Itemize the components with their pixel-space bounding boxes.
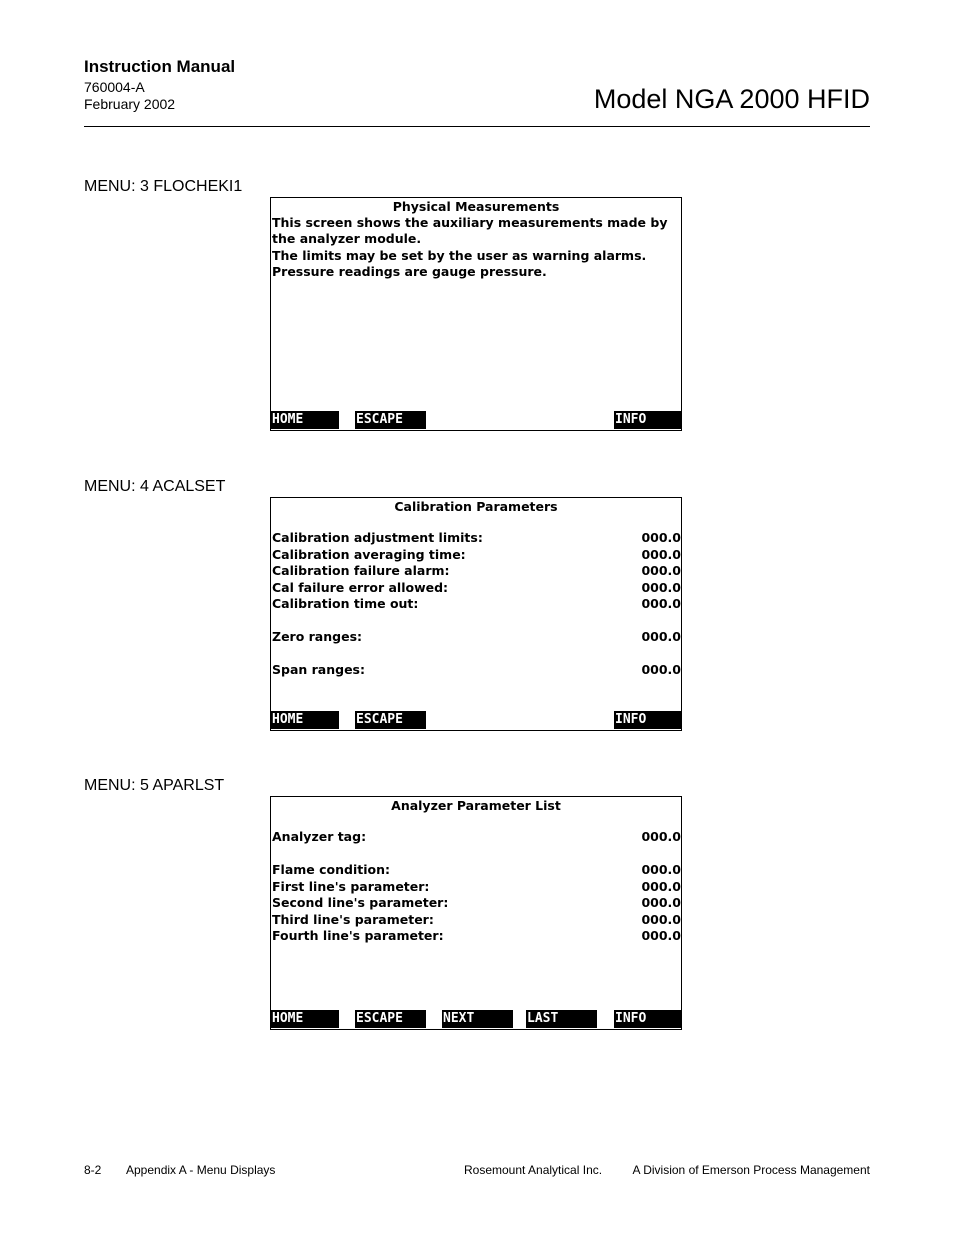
menu-label-acalset: MENU: 4 ACALSET [84, 478, 226, 495]
param-value: 000.0 [641, 928, 681, 943]
param-label: Calibration time out: [272, 596, 419, 611]
footer-page-number: 8-2 [84, 1163, 102, 1177]
param-value: 000.0 [641, 862, 681, 877]
param-row[interactable] [272, 912, 681, 928]
softkey-last[interactable]: LAST [526, 1010, 597, 1028]
model-title: Model NGA 2000 HFID [593, 84, 870, 114]
footer-company: Rosemount Analytical Inc. [464, 1163, 603, 1177]
softkey-home[interactable]: HOME [271, 1010, 339, 1028]
screen-physical-measurements [270, 197, 682, 431]
screen-title: Calibration Parameters [394, 499, 558, 514]
param-value: 000.0 [641, 563, 681, 578]
softkey-info[interactable]: INFO [614, 1010, 682, 1028]
footer-division: A Division of Emerson Process Management [632, 1163, 870, 1177]
softkey-home[interactable]: HOME [271, 711, 339, 729]
screen-text-line: This screen shows the auxiliary measurements made by [272, 215, 668, 230]
param-label: Zero ranges: [272, 629, 363, 644]
screen-text-line: Pressure readings are gauge pressure. [272, 264, 547, 279]
softkey-escape[interactable]: ESCAPE [355, 1010, 426, 1028]
param-row[interactable] [272, 928, 681, 944]
param-row[interactable] [272, 895, 681, 911]
screen-text-line: the analyzer module. [272, 231, 422, 246]
screen-title: Physical Measurements [392, 199, 560, 214]
header-rule [84, 126, 870, 127]
param-row[interactable] [272, 563, 681, 579]
param-value: 000.0 [641, 547, 681, 562]
param-value: 000.0 [641, 879, 681, 894]
menu-label-aparlst: MENU: 5 APARLST [84, 777, 225, 794]
param-row[interactable] [272, 580, 681, 596]
param-row[interactable] [272, 629, 681, 645]
softkey-next[interactable]: NEXT [442, 1010, 513, 1028]
param-row[interactable] [272, 662, 681, 678]
param-label: Calibration failure alarm: [272, 563, 450, 578]
screen-text-line: The limits may be set by the user as warning alarms. [272, 248, 647, 263]
param-label: Calibration adjustment limits: [272, 530, 483, 545]
screen-title: Analyzer Parameter List [391, 798, 561, 813]
param-label: Fourth line's parameter: [272, 928, 444, 943]
param-row[interactable] [272, 547, 681, 563]
footer-section: Appendix A - Menu Displays [126, 1163, 276, 1177]
param-value: 000.0 [641, 580, 681, 595]
param-value: 000.0 [641, 629, 681, 644]
softkey-info[interactable]: INFO [614, 411, 682, 429]
softkey-info[interactable]: INFO [614, 711, 682, 729]
param-value: 000.0 [641, 912, 681, 927]
softkey-home[interactable]: HOME [271, 411, 339, 429]
param-label: Second line's parameter: [272, 895, 449, 910]
param-value: 000.0 [641, 662, 681, 677]
param-row[interactable] [272, 862, 681, 878]
param-row[interactable] [272, 879, 681, 895]
param-row[interactable] [272, 829, 681, 845]
param-label: Third line's parameter: [272, 912, 434, 927]
doc-number: 760004-A [84, 79, 145, 95]
param-label: Analyzer tag: [272, 829, 367, 844]
param-row[interactable] [272, 530, 681, 546]
param-label: Flame condition: [272, 862, 390, 877]
param-value: 000.0 [641, 596, 681, 611]
param-label: Span ranges: [272, 662, 365, 677]
param-label: Calibration averaging time: [272, 547, 466, 562]
manual-title: Instruction Manual [84, 57, 236, 76]
param-label: Cal failure error allowed: [272, 580, 449, 595]
param-value: 000.0 [641, 895, 681, 910]
param-value: 000.0 [641, 530, 681, 545]
doc-date: February 2002 [84, 96, 176, 112]
softkey-escape[interactable]: ESCAPE [355, 411, 426, 429]
param-row[interactable] [272, 596, 681, 612]
param-value: 000.0 [641, 829, 681, 844]
param-label: First line's parameter: [272, 879, 430, 894]
screen-analyzer-parameter-list [270, 796, 682, 1030]
menu-label-flocheki1: MENU: 3 FLOCHEKI1 [84, 178, 243, 195]
screen-calibration-parameters [270, 497, 682, 731]
softkey-escape[interactable]: ESCAPE [355, 711, 426, 729]
